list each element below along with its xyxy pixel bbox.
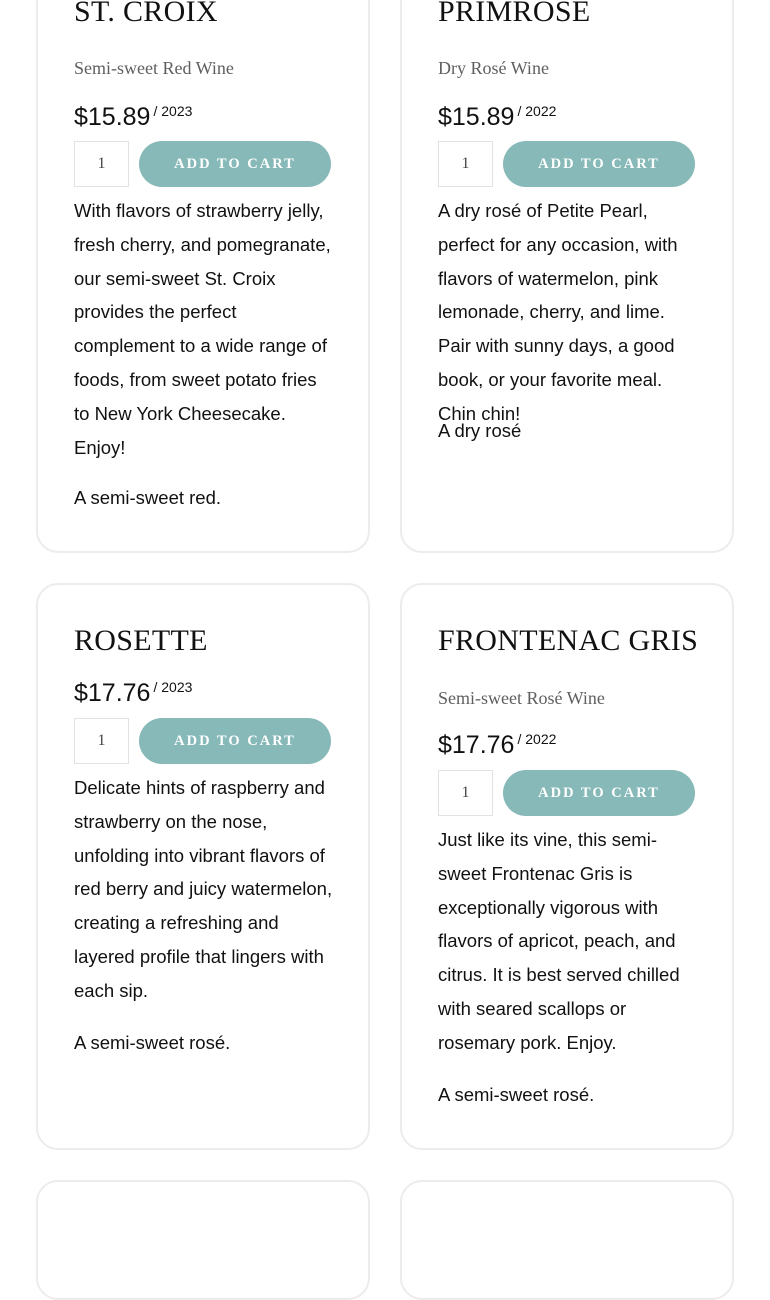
product-type: Dry Rosé Wine bbox=[438, 58, 549, 78]
vintage-year: / 2023 bbox=[153, 679, 193, 695]
product-price bbox=[74, 681, 192, 706]
product-short-note: A semi-sweet red. bbox=[74, 487, 222, 508]
product-price bbox=[438, 105, 556, 130]
product-card-rosette bbox=[36, 583, 370, 1150]
quantity-input[interactable] bbox=[74, 718, 129, 764]
vintage-year: / 2022 bbox=[517, 103, 557, 119]
price-amount: $17.76 bbox=[74, 679, 151, 707]
product-card-primrose bbox=[400, 0, 734, 553]
price-amount: $15.89 bbox=[438, 103, 515, 131]
product-price bbox=[438, 733, 556, 758]
quantity-input[interactable] bbox=[438, 141, 493, 187]
product-price bbox=[74, 105, 192, 130]
product-short-note: A dry rosé bbox=[438, 420, 522, 441]
add-to-cart-button[interactable]: ADD TO CART bbox=[503, 770, 695, 816]
product-card-next-right bbox=[400, 1180, 734, 1300]
vintage-year: / 2022 bbox=[517, 731, 557, 747]
product-title: ST. CROIX bbox=[74, 0, 218, 28]
product-title: PRIMROSE bbox=[438, 0, 591, 28]
quantity-input[interactable] bbox=[74, 141, 129, 187]
add-to-cart-button[interactable]: ADD TO CART bbox=[139, 141, 331, 187]
product-description: A dry rosé of Petite Pearl, perfect for any occasion, with flavors of watermelon, pink lemonade, cherry, and lime. Pair with sunny days, a good book, or your favorite meal. Chin chin! bbox=[438, 200, 678, 424]
quantity-input[interactable] bbox=[438, 770, 493, 816]
add-to-cart-button[interactable]: ADD TO CART bbox=[503, 141, 695, 187]
vintage-year: / 2023 bbox=[153, 103, 193, 119]
product-card-next-left bbox=[36, 1180, 370, 1300]
product-type: Semi-sweet Rosé Wine bbox=[438, 688, 605, 708]
product-short-note: A semi-sweet rosé. bbox=[74, 1032, 231, 1053]
product-description: Just like its vine, this semi-sweet Frontenac Gris is exceptionally vigorous with flavors of apricot, peach, and citrus. It is best served chilled with seared scallops or rosemary pork. Enjoy. bbox=[438, 829, 680, 1053]
product-description: With flavors of strawberry jelly, fresh cherry, and pomegranate, our semi-sweet St. Croix provides the perfect complement to a wide range of foods, from sweet potato fries to New York Cheesecake. Enjoy! bbox=[74, 200, 331, 458]
product-short-note: A semi-sweet rosé. bbox=[438, 1084, 595, 1105]
price-amount: $17.76 bbox=[438, 731, 515, 759]
product-title: FRONTENAC GRIS bbox=[438, 624, 699, 657]
add-to-cart-button[interactable]: ADD TO CART bbox=[139, 718, 331, 764]
product-type: Semi-sweet Red Wine bbox=[74, 58, 234, 78]
price-amount: $15.89 bbox=[74, 103, 151, 131]
product-card-frontenac-gris bbox=[400, 583, 734, 1150]
product-card-st-croix bbox=[36, 0, 370, 553]
product-title: ROSETTE bbox=[74, 624, 208, 657]
product-description: Delicate hints of raspberry and strawberry on the nose, unfolding into vibrant flavors of red berry and juicy watermelon, creating a refreshing and layered profile that lingers with each sip. bbox=[74, 777, 333, 1001]
